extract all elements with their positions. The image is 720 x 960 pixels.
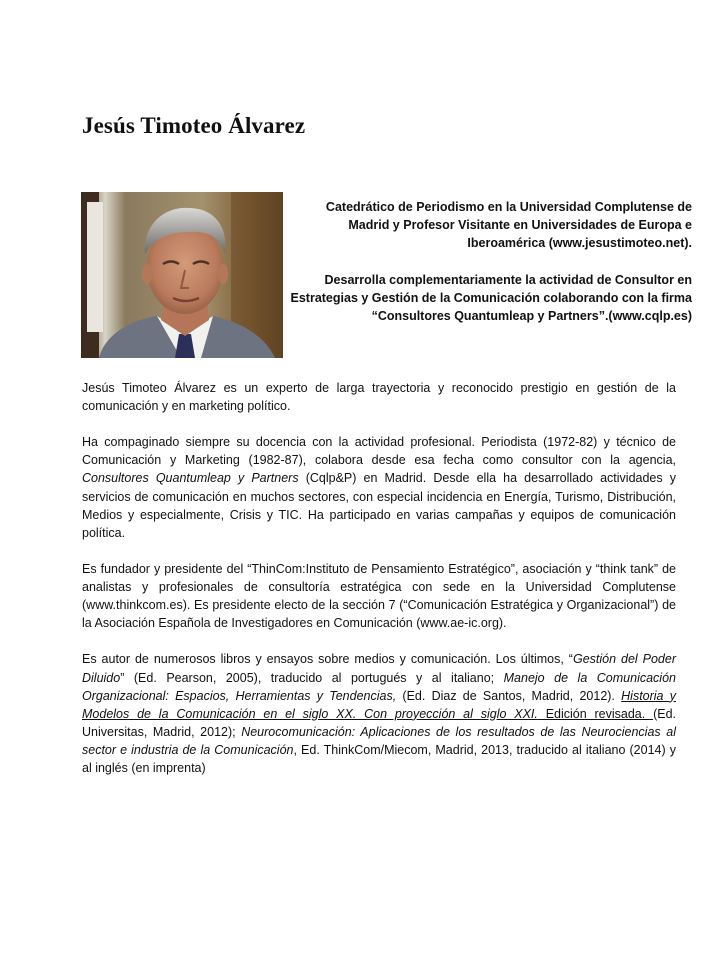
book-title: Manejo de la Comunicación Organizacional: Espacios, Herramientas y Tendencias, [82,670,676,703]
text-run: , Ed. ThinkCom/Miecom, Madrid, 2013, traducido al italiano (2014) y al inglés (en imprenta) [82,742,676,775]
text-run: ” (Ed. Pearson, 2005), traducido al portugués y al italiano; [120,670,504,685]
page-title: Jesús Timoteo Álvarez [82,113,306,138]
edition-note: Edición revisada. [537,706,654,721]
portrait-photo [81,192,283,358]
text-run: (Ed. Diaz de Santos, Madrid, 2012). [396,688,622,703]
book-title: Historia y Modelos de la Comunicación en el siglo XX. Con proyección al siglo XXI. [82,688,676,721]
book-title: Gestión del Poder Diluido [82,652,677,685]
text-run: (Ed. Universitas, Madrid, 2012); [82,706,676,739]
bio-paragraph-2 [82,433,676,542]
book-title: Neurocomunicación: Aplicaciones de los resultados de las Neurociencias al sector e industria de la Comunicación [82,724,676,757]
agency-name: Consultores Quantumleap y Partners [82,471,299,486]
text-run: Es autor de numerosos libros y ensayos sobre medios y comunicación. Los últimos, “ [82,652,573,667]
intro-paragraph-position: Catedrático de Periodismo en la Universidad Complutense de Madrid y Profesor Visitante en Universidades de Europa e Iberoamérica (www.jesustimoteo.net). [325,200,692,251]
bio-paragraph-3: Es fundador y presidente del “ThinCom:Instituto de Pensamiento Estratégico”, asociación y “think tank” de analistas y profesionales de consultoría estratégica con sede en la Universidad Complutense (www.thinkcom.es). Es presidente electo de la sección 7 (“Comunicación Estratégica y Organizacional”) de la Asociación Española de Investigadores en Comunicación (www.ae-ic.org). [82,561,676,631]
bio-paragraph-1: Jesús Timoteo Álvarez es un experto de larga trayectoria y reconocido prestigio en gestión de la comunicación y en marketing político. [82,381,676,414]
biography-text [82,379,676,777]
intro-paragraph-consultancy: Desarrolla complementariamente la actividad de Consultor en Estrategias y Gestión de la Comunicación colaborando con la firma “Consultores Quantumleap y Partners”.(www.cqlp.es) [290,272,692,324]
intro-summary [290,198,692,325]
text-run: Ha compaginado siempre su docencia con la actividad profesional. Periodista (1972-82) y técnico de Comunicación y Marketing (1982-87), colabora desde esa fecha como consultor con la agencia, [82,435,676,468]
bio-paragraph-4 [82,650,676,777]
text-run: (Cqlp&P) en Madrid. Desde ella ha desarrollado actividades y servicios de comunicación en muchos sectores, con especial incidencia en Energía, Turismo, Distribución, Medios y especialmente, Crisis y TIC. Ha participado en varias campañas y equipos de comunicación política. [82,471,676,540]
